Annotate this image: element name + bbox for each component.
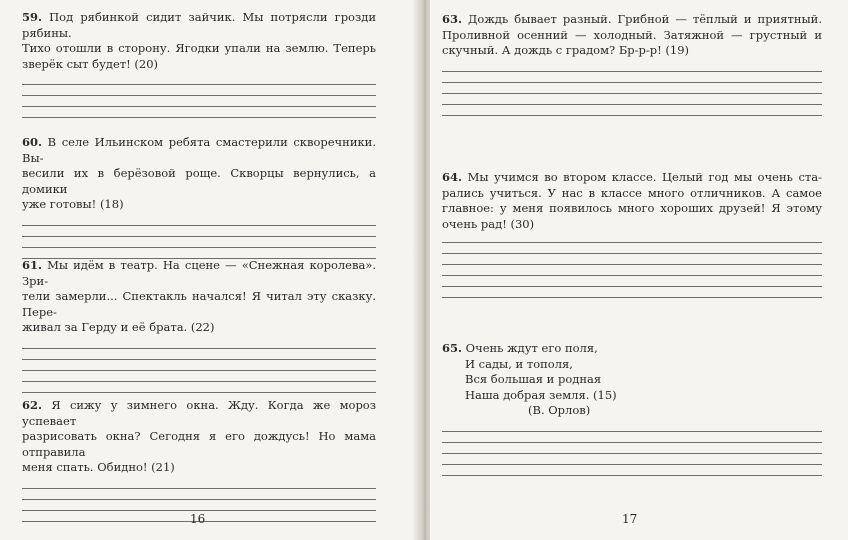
- answer-line[interactable]: [22, 499, 376, 500]
- answer-line[interactable]: [442, 242, 822, 243]
- answer-line[interactable]: [22, 225, 376, 226]
- poem-line: И сады, и тополя,: [465, 356, 573, 371]
- answer-line[interactable]: [442, 93, 822, 94]
- answer-line[interactable]: [22, 247, 376, 248]
- exercise-60: [22, 135, 376, 259]
- exercise-text: 60. В селе Ильинском ребята смастерили скворечники. Вы- весили их в берёзовой роще. Скворцы вернулись, а домики уже готовы! (18): [22, 135, 376, 211]
- poem: [442, 341, 822, 419]
- answer-lines: [442, 71, 822, 116]
- answer-line[interactable]: [22, 117, 376, 118]
- answer-line[interactable]: [442, 297, 822, 298]
- answer-lines: [442, 431, 822, 476]
- answer-line[interactable]: [442, 115, 822, 116]
- exercise-63: [442, 12, 822, 116]
- answer-line[interactable]: [22, 381, 376, 382]
- answer-lines: [442, 242, 822, 298]
- exercise-62: [22, 398, 376, 522]
- answer-line[interactable]: [442, 264, 822, 265]
- answer-line[interactable]: [442, 104, 822, 105]
- exercise-text: 61. Мы идём в театр. На сцене — «Снежная королева». Зри- тели замерли... Спектакль начался! Я читал эту сказку. Пере- живал за Герду и её брата. (22): [22, 258, 377, 334]
- answer-line[interactable]: [442, 453, 822, 454]
- left-page: [0, 0, 418, 540]
- exercise-number: 59.: [22, 10, 43, 24]
- exercise-text: 59. Под рябинкой сидит зайчик. Мы потрясли грозди рябины. Тихо отошли в сторону. Ягодки упали на землю. Теперь зверёк сыт будет! (20): [22, 10, 376, 71]
- exercise-61: [22, 258, 376, 393]
- exercise-number: 62.: [22, 398, 43, 412]
- answer-line[interactable]: [442, 253, 822, 254]
- exercise-number: 65.: [442, 341, 463, 355]
- poem-line: Очень ждут его поля,: [465, 341, 598, 355]
- answer-line[interactable]: [442, 71, 822, 72]
- right-page: [430, 0, 848, 540]
- answer-line[interactable]: [22, 392, 376, 393]
- poem-line: Наша добрая земля. (15): [465, 387, 617, 402]
- page-number: 17: [622, 512, 638, 526]
- poem-author: (В. Орлов): [528, 403, 591, 417]
- answer-line[interactable]: [442, 442, 822, 443]
- answer-line[interactable]: [442, 431, 822, 432]
- exercise-text: 62. Я сижу у зимнего окна. Жду. Когда же мороз успевает разрисовать окна? Сегодня я его дождусь! Но мама отправила меня спать. Обидно! (21): [22, 398, 377, 474]
- poem-line: Вся большая и родная: [465, 372, 602, 386]
- answer-line[interactable]: [442, 82, 822, 83]
- answer-lines: [22, 225, 376, 259]
- answer-line[interactable]: [22, 359, 376, 360]
- exercise-number: 60.: [22, 135, 43, 149]
- answer-lines: [22, 348, 376, 393]
- answer-line[interactable]: [442, 275, 822, 276]
- exercise-text: 64. Мы учимся во втором классе. Целый год мы очень ста- рались учиться. У нас в классе много отличников. А самое главное: у меня появилось много хороших друзей! Я этому очень рад! (30): [442, 170, 822, 231]
- answer-line[interactable]: [22, 95, 376, 96]
- answer-line[interactable]: [442, 286, 822, 287]
- answer-line[interactable]: [442, 464, 822, 465]
- exercise-text: 63. Дождь бывает разный. Грибной — тёплый и приятный. Проливной осенний — холодный. Затяжной — грустный и скучный. А дождь с градом? Бр-р-р! (19): [442, 12, 822, 57]
- exercise-64: [442, 170, 822, 298]
- answer-lines: [22, 84, 376, 118]
- exercise-number: 64.: [442, 170, 463, 184]
- answer-line[interactable]: [22, 370, 376, 371]
- exercise-59: [22, 10, 376, 118]
- exercise-number: 63.: [442, 12, 463, 26]
- answer-line[interactable]: [442, 475, 822, 476]
- exercise-number: 61.: [22, 258, 43, 272]
- answer-line[interactable]: [22, 106, 376, 107]
- page-number: 16: [190, 512, 206, 526]
- exercise-65: [442, 341, 822, 476]
- answer-line[interactable]: [22, 348, 376, 349]
- answer-line[interactable]: [22, 84, 376, 85]
- answer-line[interactable]: [22, 236, 376, 237]
- answer-line[interactable]: [22, 488, 376, 489]
- answer-line[interactable]: [22, 510, 376, 511]
